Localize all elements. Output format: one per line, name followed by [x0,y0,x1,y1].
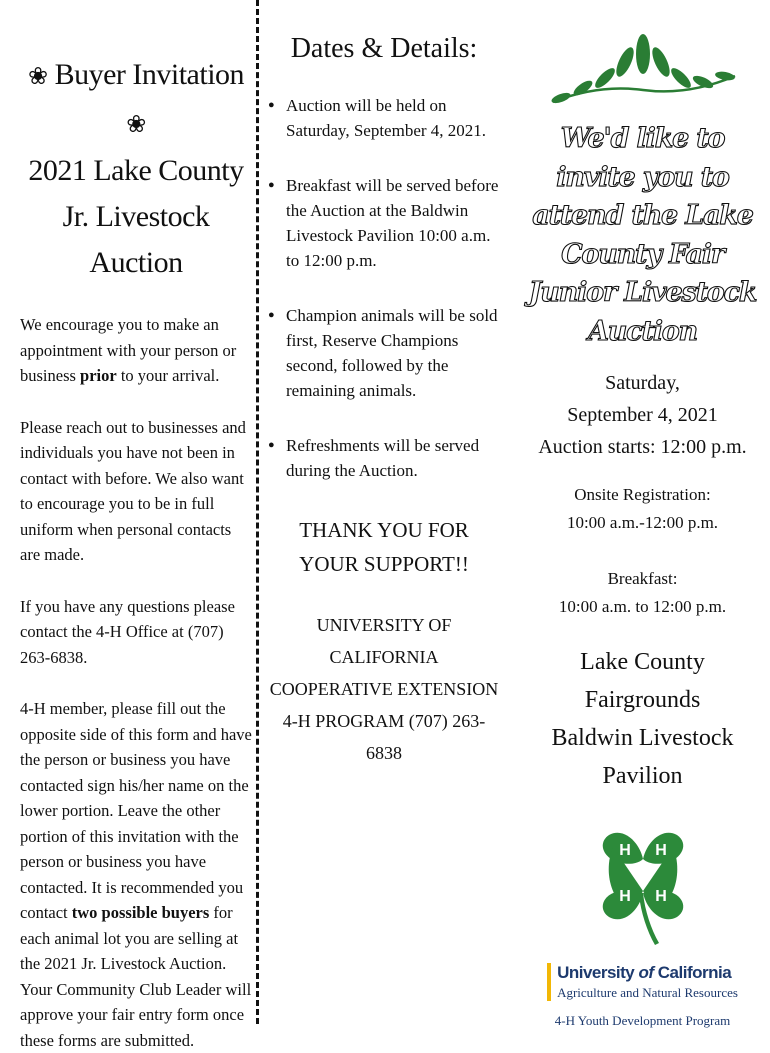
date-line-2: September 4, 2021 [567,404,718,426]
paragraph-contact: If you have any questions please contact the 4-H Office at (707) 263-6838. [20,596,235,667]
breakfast-time: 10:00 a.m. to 12:00 p.m. [558,597,727,616]
details-list [268,93,500,483]
svg-text:H: H [654,842,667,859]
org-line-2: COOPERATIVE EXTENSION [269,679,499,699]
uc-anr-logo [520,963,765,1001]
paragraph-appointment: We encourage you to make an appointment with your person or business prior to your arrival. [20,315,237,385]
logo-gold-bar [547,963,551,1001]
breakfast-block [520,565,765,621]
location-line-3: Pavilion [602,763,683,789]
org-line-1: UNIVERSITY OF CALIFORNIA [316,615,452,667]
list-item: ● Refreshments will be served during the Auction. [268,433,500,483]
location-line-2: Baldwin Livestock [551,725,734,751]
paragraph-outreach: Please reach out to businesses and individuals you have not been in contact with before. We also want to encourage you to be in full uniform when personal contacts are made. [20,417,246,564]
right-column [520,0,765,1029]
list-item: ● Breakfast will be served before the Auction at the Baldwin Livestock Pavilion 10:00 a.m. to 12:00 p.m. [268,173,500,273]
svg-text:H: H [618,888,631,905]
svg-text:H: H [654,888,667,905]
org-block [268,609,500,769]
middle-column [268,0,500,769]
fold-dash-line [256,0,259,1024]
invite-text: We'd like to invite you to attend the Lake County Fair Junior Livestock Auction [528,123,757,347]
org-line-3: 4-H PROGRAM (707) 263-6838 [282,711,486,763]
title-line-1: ❀ Buyer Invitation ❀ [27,58,245,138]
uc-subtitle: Agriculture and Natural Resources [557,985,738,1000]
date-block [520,367,765,463]
list-item: ● Champion animals will be sold first, Reserve Champions second, followed by the remaining animals. [268,303,500,403]
leaf-vine-icon [543,26,743,114]
title-line-2: 2021 Lake County [28,154,244,187]
ornament-left-icon: ❀ [27,64,48,90]
registration-label: Onsite Registration: [574,485,711,504]
left-column [20,0,252,1053]
program-text: 4-H Youth Development Program [554,1013,731,1028]
paragraph-instructions: 4-H member, please fill out the opposite side of this form and have the person or business you have contacted sign his/her name on the lower portion. Leave the other portion of this invitation with the person or business you have contacted. It is recommended you contact two possible buyers for each animal lot you are selling at the 2021 Jr. Livestock Auction. Your Community Club Leader will approve your fair entry form once these forms are submitted. [20,699,252,1050]
location-line-1: Lake County Fairgrounds [580,649,705,713]
registration-time: 10:00 a.m.-12:00 p.m. [566,513,719,532]
registration-block [520,481,765,537]
date-line-3: Auction starts: 12:00 p.m. [538,436,747,458]
svg-text:H: H [618,842,631,859]
location-block [520,643,765,795]
page-title [20,52,252,286]
breakfast-label: Breakfast: [607,569,678,588]
thank-you-text: THANK YOU FOR YOUR SUPPORT!! [299,518,469,576]
date-line-1: Saturday, [605,372,680,394]
ornament-right-icon: ❀ [126,112,146,138]
uc-name: University of California [557,963,732,982]
details-title: Dates & Details: [290,33,478,64]
list-item: ● Auction will be held on Saturday, September 4, 2021. [268,93,500,143]
four-h-clover-icon [593,811,693,951]
title-line-3: Jr. Livestock Auction [62,200,210,279]
